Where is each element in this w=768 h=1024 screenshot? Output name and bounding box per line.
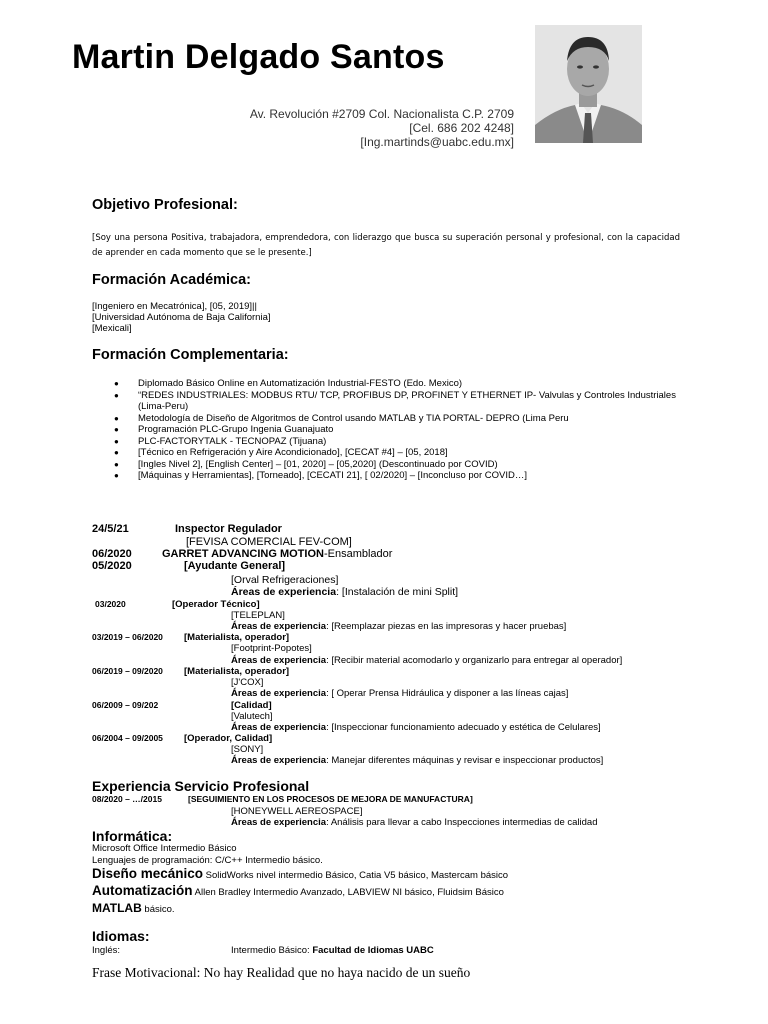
language-name: Inglés: bbox=[92, 945, 120, 956]
education-title: Formación Académica: bbox=[92, 272, 252, 288]
bullet-icon: ● bbox=[114, 379, 119, 388]
exp-company: [Orval Refrigeraciones] bbox=[231, 574, 339, 586]
phone: [Cel. 686 202 4248] bbox=[409, 121, 514, 135]
skill-line: Lenguajes de programación: C/C++ Intermedio básico. bbox=[92, 855, 323, 866]
service-company: [HONEYWELL AEREOSPACE] bbox=[231, 806, 363, 817]
education-line: [Ingeniero en Mecatrónica], [05, 2019]|| bbox=[92, 301, 257, 312]
exp-date: 06/2009 – 09/202 bbox=[92, 700, 159, 710]
list-item: ● PLC-FACTORYTALK - TECNOPAZ (Tijuana) bbox=[114, 435, 327, 447]
exp-date: 06/2019 – 09/2020 bbox=[92, 666, 163, 676]
education-line: [Universidad Autónoma de Baja California] bbox=[92, 312, 271, 323]
objective-text: [Soy una persona Positiva, trabajadora, emprendedora, con liderazgo que busca su superación personal y profesional, con la capacidad de aprender en cada momento que se le presente.] bbox=[92, 233, 680, 258]
complementary-list bbox=[93, 378, 683, 482]
exp-date: 06/2020 bbox=[92, 548, 132, 560]
list-item: ● [Ingles Nivel 2], [English Center] – [01, 2020] – [05,2020] (Descontinuado por COVID) bbox=[114, 458, 498, 470]
address: Av. Revolución #2709 Col. Nacionalista C.P. 2709 bbox=[249, 107, 514, 121]
exp-role: [Materialista, operador] bbox=[184, 666, 290, 677]
service-areas: Áreas de experiencia: Análisis para llevar a cabo Inspecciones intermedias de calidad bbox=[231, 817, 598, 828]
exp-role: Inspector Regulador bbox=[175, 523, 282, 535]
exp-date: 05/2020 bbox=[92, 560, 132, 572]
profile-photo bbox=[535, 25, 642, 143]
service-date: 08/2020 – …/2015 bbox=[92, 794, 162, 804]
exp-date: 03/2019 – 06/2020 bbox=[92, 632, 163, 642]
bullet-icon: ● bbox=[114, 436, 119, 446]
list-item: ● [Máquinas y Herramientas], [Torneado], [CECATI 21], [ 02/2020] – [Inconcluso por COVID…] bbox=[114, 470, 527, 481]
skills-title: Informática: bbox=[92, 828, 173, 844]
exp-areas: Áreas de experiencia: [Recibir material acomodarlo y organizarlo para entregar al operador] bbox=[231, 655, 623, 666]
skill-line: Automatización Allen Bradley Intermedio Avanzado, LABVIEW NI básico, Fluidsim Básico bbox=[92, 883, 504, 898]
languages-title: Idiomas: bbox=[92, 928, 150, 944]
bullet-icon: ● bbox=[114, 390, 119, 400]
list-item: ● Metodología de Diseño de Algoritmos de Control usando MATLAB y TIA PORTAL- DEPRO (Lima Peru bbox=[114, 412, 569, 424]
motivational-quote: Frase Motivacional: No hay Realidad que no haya nacido de un sueño bbox=[92, 965, 471, 980]
exp-company: [FEVISA COMERCIAL FEV-COM] bbox=[186, 536, 352, 548]
exp-role: [Ayudante General] bbox=[184, 560, 286, 572]
service-title: Experiencia Servicio Profesional bbox=[92, 778, 310, 794]
list-item: ● “REDES INDUSTRIALES: MODBUS RTU/ TCP, PROFIBUS DP, PROFINET Y ETHERNET IP- Valvulas y Controles Industriales (Lima-Peru) bbox=[114, 389, 676, 412]
candidate-name: Martin Delgado Santos bbox=[72, 38, 445, 76]
list-item: ● [Técnico en Refrigeración y Aire Acondicionado], [CECAT #4] – [05, 2018] bbox=[114, 447, 448, 458]
exp-role: [Operador, Calidad] bbox=[184, 733, 273, 744]
exp-company: [TELEPLAN] bbox=[231, 610, 285, 621]
education-line: [Mexicali] bbox=[92, 323, 132, 334]
exp-areas: Áreas de experiencia: [Reemplazar piezas en las impresoras y hacer pruebas] bbox=[231, 621, 567, 632]
exp-areas: Áreas de experiencia: [Inspeccionar funcionamiento adecuado y estética de Celulares] bbox=[231, 722, 601, 733]
bullet-icon: ● bbox=[114, 471, 119, 480]
service-role: [SEGUIMIENTO EN LOS PROCESOS DE MEJORA DE MANUFACTURA] bbox=[188, 794, 473, 804]
list-item: ● Diplomado Básico Online en Automatización Industrial-FESTO (Edo. Mexico) bbox=[114, 378, 463, 389]
exp-date: 24/5/21 bbox=[92, 523, 129, 535]
exp-company: [Footprint-Popotes] bbox=[231, 643, 312, 654]
email: [Ing.martinds@uabc.edu.mx] bbox=[360, 135, 514, 149]
exp-company: [Valutech] bbox=[231, 711, 273, 722]
skill-line: MATLAB básico. bbox=[92, 901, 175, 915]
exp-company: [J'COX] bbox=[231, 677, 264, 688]
skill-line: Microsoft Office Intermedio Básico bbox=[92, 843, 237, 854]
exp-areas: Áreas de experiencia: Manejar diferentes máquinas y revisar e inspeccionar productos] bbox=[231, 755, 604, 766]
exp-company: [SONY] bbox=[231, 744, 264, 755]
complementary-title: Formación Complementaria: bbox=[92, 347, 289, 363]
objective-title: Objetivo Profesional: bbox=[92, 197, 238, 213]
bullet-icon: ● bbox=[114, 425, 119, 434]
exp-role: [Materialista, operador] bbox=[184, 632, 290, 643]
language-level: Intermedio Básico: Facultad de Idiomas UABC bbox=[231, 945, 434, 956]
exp-date: 03/2020 bbox=[95, 599, 126, 609]
exp-areas: Áreas de experiencia: [Instalación de mini Split] bbox=[231, 586, 459, 598]
bullet-icon: ● bbox=[114, 459, 119, 469]
list-item: ● Programación PLC-Grupo Ingenia Guanajuato bbox=[114, 424, 334, 435]
exp-date: 06/2004 – 09/2005 bbox=[92, 733, 163, 743]
exp-role: GARRET ADVANCING MOTION-Ensamblador bbox=[162, 548, 393, 560]
skill-line: Diseño mecánico SolidWorks nivel intermedio Básico, Catia V5 básico, Mastercam básico bbox=[92, 866, 509, 881]
bullet-icon: ● bbox=[114, 448, 119, 457]
bullet-icon: ● bbox=[114, 413, 119, 423]
exp-areas: Áreas de experiencia: [ Operar Prensa Hidráulica y disponer a las líneas cajas] bbox=[231, 688, 569, 699]
exp-role: [Operador Técnico] bbox=[172, 599, 260, 610]
exp-role: [Calidad] bbox=[231, 700, 272, 711]
